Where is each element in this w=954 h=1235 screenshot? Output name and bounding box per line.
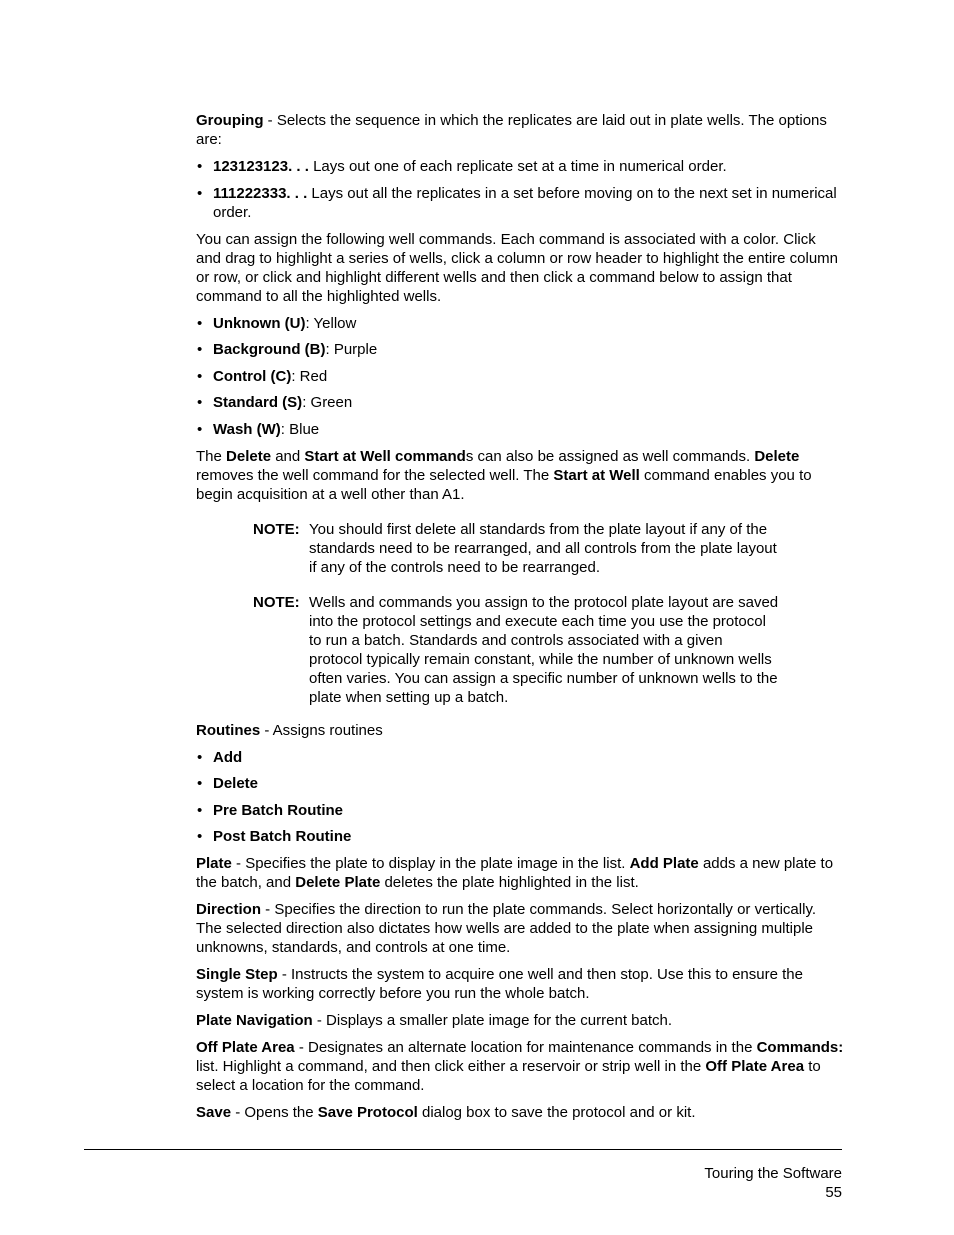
text-run: removes the well command for the selected well. The [196,466,554,484]
list-item [196,393,844,412]
note-label: NOTE: [253,593,300,611]
text-run: and [271,447,305,465]
list-item [196,748,844,767]
routine-label: Pre Batch Routine [213,801,344,819]
direction-paragraph [196,900,844,957]
bold-run: Save Protocol [317,1104,418,1121]
list-item [196,801,844,820]
command-term: Control (C) [213,367,292,385]
command-term: Standard (S) [213,394,303,411]
routines-list [196,748,844,847]
text-run: deletes the plate highlighted in the list. [380,874,639,891]
text-run: The [196,447,227,465]
text-run: to select a location for the command. [196,1058,821,1094]
grouping-desc: - Selects the sequence in which the replicates are laid out in plate wells. The options are: [196,112,827,148]
list-item [196,420,844,439]
list-item [196,774,844,793]
text-run: - Designates an alternate location for maintenance commands in the [294,1039,757,1056]
grouping-options-list [196,157,844,222]
save-term: Save [196,1104,232,1121]
list-item [196,340,844,359]
bold-run: Delete Plate [295,874,381,891]
page-number: 55 [825,1184,842,1201]
text-run: adds a new plate to the batch, and [196,855,834,891]
single-step-paragraph [196,965,844,1003]
routine-label: Add [213,748,243,766]
text-run: dialog box to save the protocol and or kit. [417,1104,696,1121]
command-color: : Blue [280,420,320,438]
bold-run: Off Plate Area [705,1058,805,1075]
direction-desc: - Specifies the direction to run the plate commands. Select horizontally or vertically. The selected direction also dictates how wells are added to the plate when assigning multiple unknowns, standards, and controls at one time. [196,901,816,956]
delete-paragraph [196,447,844,504]
text-run: - Specifies the plate to display in the plate image in the list. [231,855,630,872]
off-plate-term: Off Plate Area [196,1039,295,1056]
list-item [196,367,844,386]
plate-navigation-paragraph [196,1011,844,1030]
grouping-term: Grouping [196,112,264,129]
direction-term: Direction [196,901,262,918]
note-block [253,593,779,707]
note-text: You should first delete all standards from the plate layout if any of the standards need to be rearranged, and all controls from the plate layout if any of the controls need to be rearranged. [309,520,777,576]
list-item [196,157,844,176]
text-run: command enables you to begin acquisition at a well other than A1. [196,466,812,503]
well-commands-intro: You can assign the following well commands. Each command is associated with a color. Click and drag to highlight a series of wells, click a column or row header to highlight the entire column or row, or click and highlight different wells and then click a command below to assign that command to all the highlighted wells. [196,230,839,305]
option-desc: Lays out all the replicates in a set before moving on to the next set in numerical order. [213,184,837,221]
command-term: Unknown (U) [213,314,306,332]
bold-run: Start at Well [553,466,640,484]
option-term: 111222333. . . [213,184,308,202]
save-paragraph [196,1103,844,1122]
footer-section-title: Touring the Software [704,1165,842,1182]
bold-run: Delete [754,447,800,465]
bold-run: Delete [226,447,272,465]
plate-navigation-desc: - Displays a smaller plate image for the current batch. [312,1012,673,1029]
text-run: s can also be assigned as well commands. [465,447,755,465]
option-desc: Lays out one of each replicate set at a time in numerical order. [308,158,727,175]
bold-run: Commands: [756,1039,844,1056]
plate-paragraph [196,854,844,892]
command-color: : Red [291,367,328,385]
routine-label: Delete [213,775,259,792]
note-label: NOTE: [253,520,300,538]
bold-run: Start at Well command [304,447,466,465]
list-item [196,314,844,333]
single-step-desc: - Instructs the system to acquire one well and then stop. Use this to ensure the system is working correctly before you run the whole batch. [196,966,803,1002]
footer-divider [84,1149,842,1150]
text-run: list. Highlight a command, and then click either a reservoir or strip well in the [196,1058,706,1075]
plate-navigation-term: Plate Navigation [196,1012,313,1029]
command-term: Wash (W) [213,420,281,438]
single-step-term: Single Step [196,966,278,983]
off-plate-paragraph [196,1038,844,1095]
page-footer [704,1164,842,1202]
option-term: 123123123. . . [213,158,309,175]
command-color: : Green [302,394,353,411]
command-color: : Purple [325,341,378,358]
well-commands-list [196,314,844,439]
command-term: Background (B) [213,341,326,358]
grouping-paragraph [196,111,844,149]
routines-term: Routines [196,721,261,739]
list-item [196,827,844,846]
page-content [196,111,844,1130]
bold-run: Add Plate [629,855,699,872]
list-item [196,184,844,222]
note-block [253,520,779,577]
routine-label: Post Batch Routine [213,828,352,845]
routines-desc: - Assigns routines [260,721,383,739]
plate-term: Plate [196,855,232,872]
command-color: : Yellow [305,314,357,332]
text-run: - Opens the [231,1104,318,1121]
routines-paragraph [196,721,844,740]
note-text: Wells and commands you assign to the protocol plate layout are saved into the protocol settings and execute each time you use the protocol to run a batch. Standards and controls associated with a given protocol typically remain constant, while the number of unknown wells often varies. You can assign a specific number of unknown wells to the plate when setting up a batch. [309,593,779,706]
